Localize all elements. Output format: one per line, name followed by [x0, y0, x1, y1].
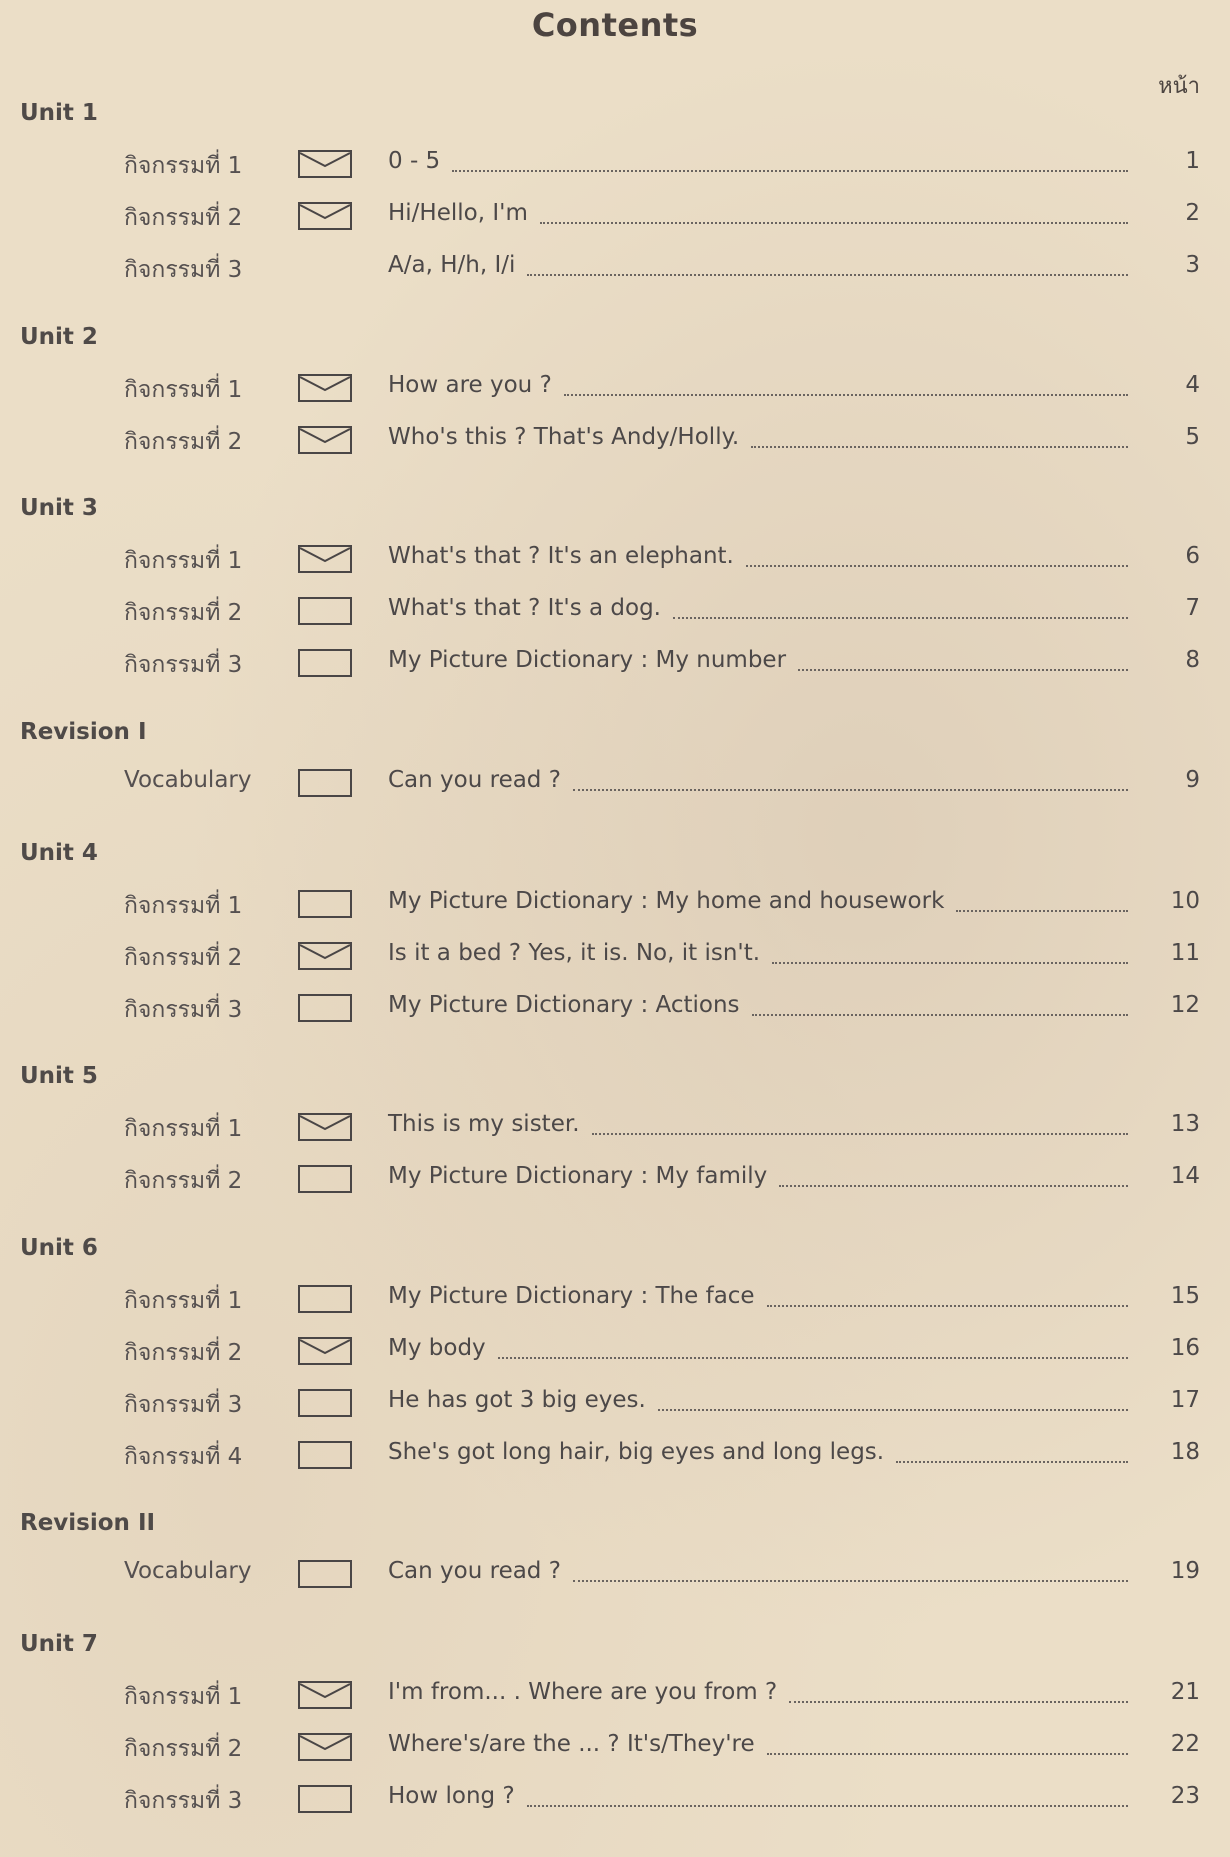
toc-row	[0, 1159, 1230, 1199]
envelope-icon	[298, 150, 352, 178]
page-number: 17	[1170, 1387, 1200, 1413]
empty-box-icon	[298, 649, 352, 677]
empty-box-icon	[298, 1785, 352, 1813]
activity-label: Vocabulary	[124, 767, 252, 793]
entry-title: Can you read ?	[388, 767, 561, 793]
entry-title: A/a, H/h, I/i	[388, 252, 516, 278]
entry-title: Hi/Hello, I'm	[388, 200, 528, 226]
envelope-icon	[298, 1733, 352, 1761]
page-number: 19	[1170, 1558, 1200, 1584]
section-heading: Unit 5	[20, 1063, 98, 1089]
entry-title: She's got long hair, big eyes and long legs.	[388, 1439, 885, 1465]
entry-title: How long ?	[388, 1783, 515, 1809]
page-number: 14	[1170, 1163, 1200, 1189]
empty-box-icon	[298, 1441, 352, 1469]
section-heading: Unit 1	[20, 100, 98, 126]
page-number: 16	[1170, 1335, 1200, 1361]
activity-label: Vocabulary	[124, 1558, 252, 1584]
dot-leader	[573, 1580, 1128, 1582]
dot-leader	[527, 274, 1128, 276]
dot-leader	[896, 1461, 1128, 1463]
page-number: 10	[1170, 888, 1200, 914]
page-number: 22	[1170, 1731, 1200, 1757]
entry-title: My Picture Dictionary : My home and housework	[388, 888, 945, 914]
activity-label: กิจกรรมที่ 1	[124, 1288, 243, 1314]
page-number: 8	[1185, 647, 1200, 673]
toc-row	[0, 1279, 1230, 1319]
dot-leader	[673, 617, 1128, 619]
toc-row	[0, 1331, 1230, 1371]
empty-box-icon	[298, 1389, 352, 1417]
entry-title: This is my sister.	[388, 1111, 580, 1137]
toc-row	[0, 643, 1230, 683]
activity-label: กิจกรรมที่ 3	[124, 997, 243, 1023]
entry-title: My Picture Dictionary : My family	[388, 1163, 768, 1189]
entry-title: Is it a bed ? Yes, it is. No, it isn't.	[388, 940, 761, 966]
entry-title: Can you read ?	[388, 1558, 561, 1584]
page-number: 7	[1185, 595, 1200, 621]
activity-label: กิจกรรมที่ 2	[124, 945, 243, 971]
toc-row	[0, 1779, 1230, 1819]
page-number: 18	[1170, 1439, 1200, 1465]
empty-box-icon	[298, 597, 352, 625]
dot-leader	[751, 446, 1128, 448]
toc-row	[0, 368, 1230, 408]
envelope-icon	[298, 1113, 352, 1141]
dot-leader	[573, 789, 1128, 791]
toc-row	[0, 1435, 1230, 1475]
dot-leader	[540, 222, 1128, 224]
page-number: 6	[1185, 543, 1200, 569]
dot-leader	[772, 962, 1128, 964]
dot-leader	[779, 1185, 1128, 1187]
dot-leader	[789, 1701, 1128, 1703]
toc-row	[0, 539, 1230, 579]
activity-label: กิจกรรมที่ 2	[124, 205, 243, 231]
page-number: 15	[1170, 1283, 1200, 1309]
activity-label: กิจกรรมที่ 3	[124, 652, 243, 678]
dot-leader	[752, 1014, 1128, 1016]
empty-box-icon	[298, 1285, 352, 1313]
toc-row	[0, 420, 1230, 460]
page-number: 12	[1170, 992, 1200, 1018]
activity-label: กิจกรรมที่ 3	[124, 1392, 243, 1418]
section-heading: Unit 7	[20, 1631, 98, 1657]
envelope-icon	[298, 426, 352, 454]
dot-leader	[658, 1409, 1128, 1411]
dot-leader	[746, 565, 1128, 567]
dot-leader	[798, 669, 1128, 671]
activity-label: กิจกรรมที่ 1	[124, 548, 243, 574]
activity-label: กิจกรรมที่ 1	[124, 1684, 243, 1710]
page-number: 3	[1185, 252, 1200, 278]
dot-leader	[452, 170, 1128, 172]
activity-label: กิจกรรมที่ 2	[124, 600, 243, 626]
entry-title: My Picture Dictionary : Actions	[388, 992, 740, 1018]
page-number: 21	[1170, 1679, 1200, 1705]
toc-row	[0, 1107, 1230, 1147]
entry-title: Where's/are the ... ? It's/They're	[388, 1731, 755, 1757]
page-number: 2	[1185, 200, 1200, 226]
envelope-icon	[298, 1681, 352, 1709]
section-heading: Unit 6	[20, 1235, 98, 1261]
dot-leader	[592, 1133, 1128, 1135]
toc-row	[0, 1554, 1230, 1594]
empty-box-icon	[298, 1560, 352, 1588]
activity-label: กิจกรรมที่ 1	[124, 153, 243, 179]
entry-title: He has got 3 big eyes.	[388, 1387, 646, 1413]
toc-row	[0, 763, 1230, 803]
activity-label: กิจกรรมที่ 4	[124, 1444, 243, 1470]
section-heading: Unit 3	[20, 495, 98, 521]
toc-row	[0, 248, 1230, 288]
page-number: 11	[1170, 940, 1200, 966]
envelope-icon	[298, 942, 352, 970]
toc-row	[0, 196, 1230, 236]
toc-row	[0, 884, 1230, 924]
entry-title: My Picture Dictionary : The face	[388, 1283, 755, 1309]
empty-box-icon	[298, 890, 352, 918]
section-heading: Unit 2	[20, 324, 98, 350]
page-number: 23	[1170, 1783, 1200, 1809]
toc-row	[0, 591, 1230, 631]
toc-row	[0, 1675, 1230, 1715]
page-column-label: หน้า	[1158, 74, 1200, 99]
activity-label: กิจกรรมที่ 1	[124, 1116, 243, 1142]
activity-label: กิจกรรมที่ 2	[124, 429, 243, 455]
entry-title: Who's this ? That's Andy/Holly.	[388, 424, 740, 450]
toc-row	[0, 988, 1230, 1028]
toc-row	[0, 144, 1230, 184]
section-heading: Unit 4	[20, 840, 98, 866]
page-number: 4	[1185, 372, 1200, 398]
toc-row	[0, 936, 1230, 976]
page-number: 13	[1170, 1111, 1200, 1137]
activity-label: กิจกรรมที่ 3	[124, 257, 243, 283]
entry-title: 0 - 5	[388, 148, 441, 174]
envelope-icon	[298, 545, 352, 573]
entry-title: My Picture Dictionary : My number	[388, 647, 787, 673]
empty-box-icon	[298, 1165, 352, 1193]
page-number: 5	[1185, 424, 1200, 450]
section-heading: Revision I	[20, 719, 147, 745]
activity-label: กิจกรรมที่ 2	[124, 1168, 243, 1194]
section-heading: Revision II	[20, 1510, 156, 1536]
activity-label: กิจกรรมที่ 3	[124, 1788, 243, 1814]
empty-box-icon	[298, 769, 352, 797]
dot-leader	[527, 1805, 1128, 1807]
toc-row	[0, 1727, 1230, 1767]
envelope-icon	[298, 202, 352, 230]
entry-title: What's that ? It's an elephant.	[388, 543, 734, 569]
dot-leader	[767, 1753, 1128, 1755]
activity-label: กิจกรรมที่ 2	[124, 1736, 243, 1762]
entry-title: I'm from... . Where are you from ?	[388, 1679, 778, 1705]
activity-label: กิจกรรมที่ 2	[124, 1340, 243, 1366]
page-number: 1	[1185, 148, 1200, 174]
dot-leader	[956, 910, 1128, 912]
envelope-icon	[298, 1337, 352, 1365]
dot-leader	[498, 1357, 1128, 1359]
dot-leader	[564, 394, 1128, 396]
page-title: Contents	[531, 6, 699, 44]
activity-label: กิจกรรมที่ 1	[124, 377, 243, 403]
page-number: 9	[1185, 767, 1200, 793]
empty-box-icon	[298, 994, 352, 1022]
entry-title: How are you ?	[388, 372, 552, 398]
dot-leader	[767, 1305, 1128, 1307]
toc-row	[0, 1383, 1230, 1423]
entry-title: What's that ? It's a dog.	[388, 595, 661, 621]
envelope-icon	[298, 374, 352, 402]
activity-label: กิจกรรมที่ 1	[124, 893, 243, 919]
entry-title: My body	[388, 1335, 486, 1361]
